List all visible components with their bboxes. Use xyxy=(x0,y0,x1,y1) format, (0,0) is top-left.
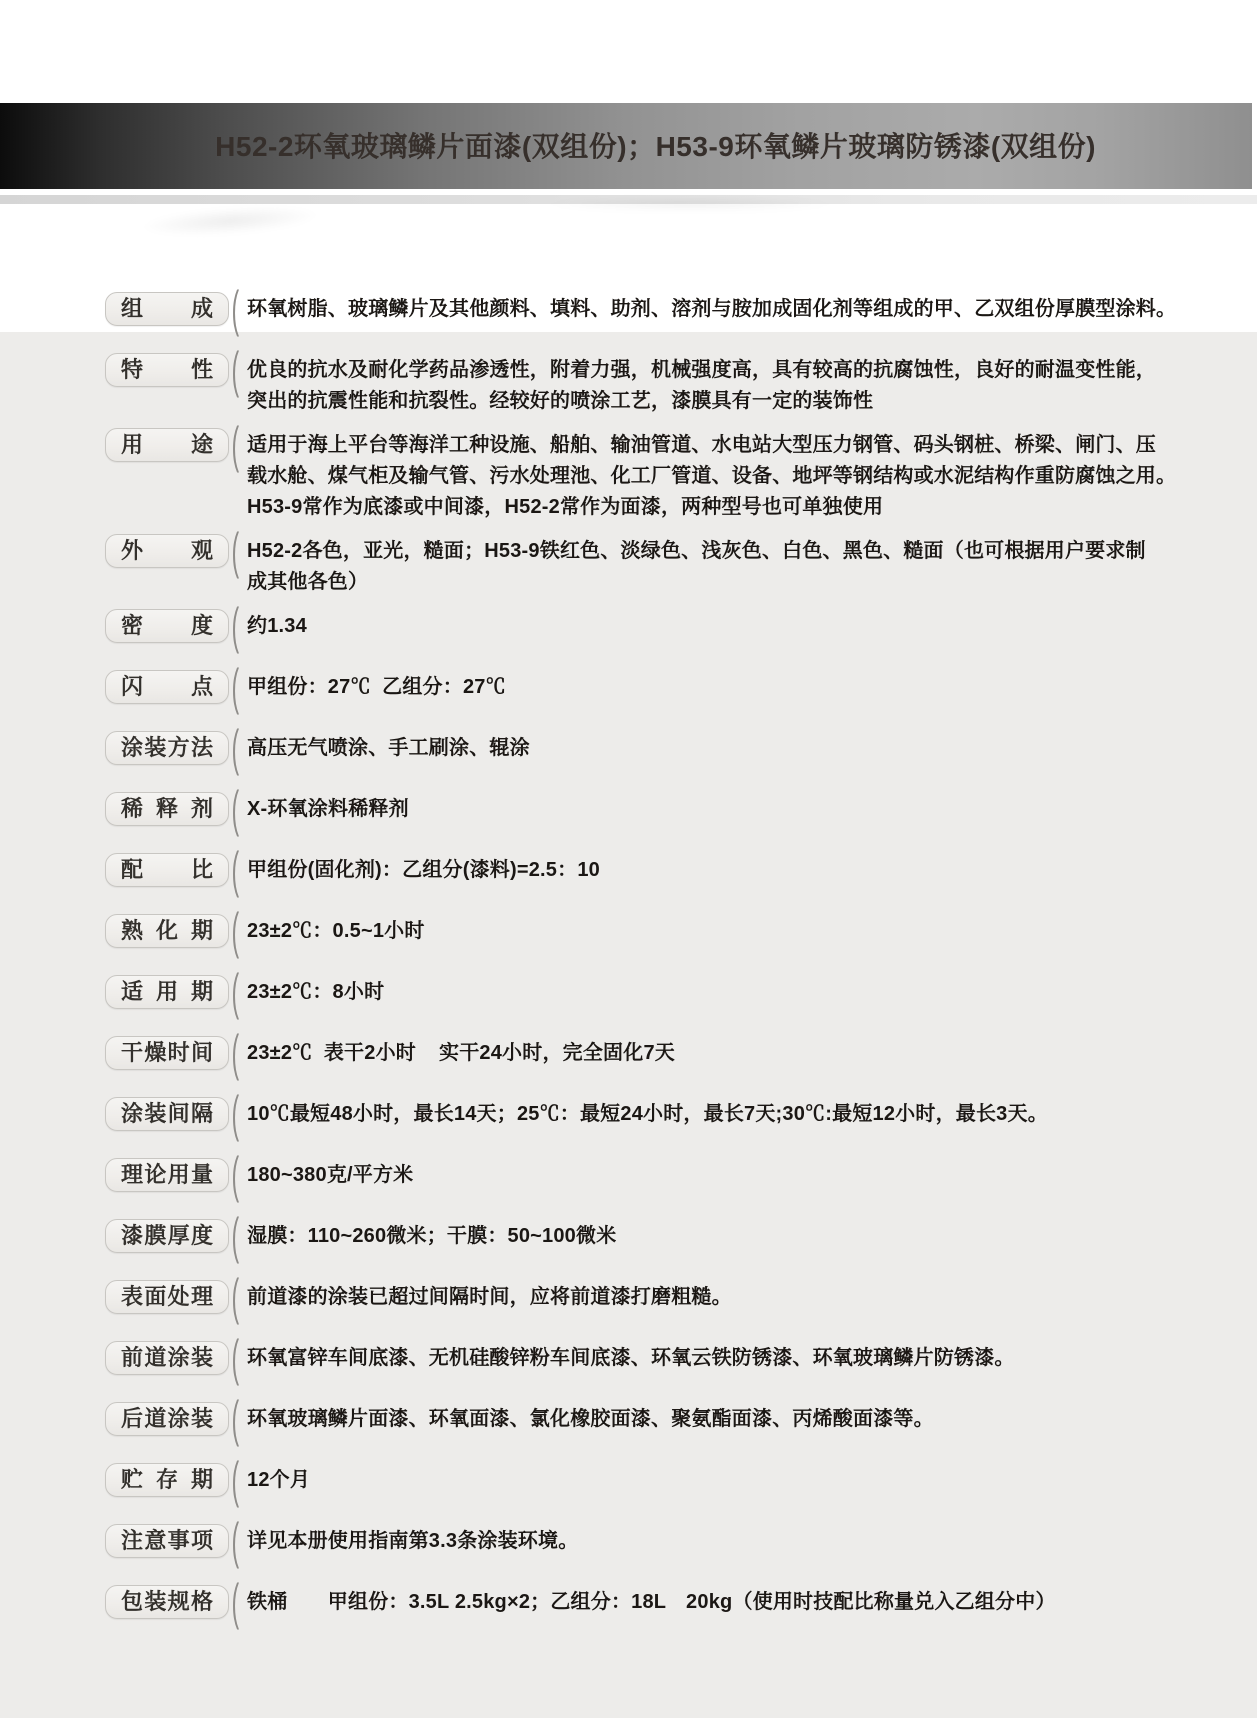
content-line: 详见本册使用指南第3.3条涂装环境。 xyxy=(247,1530,579,1552)
left-bracket-icon: ( xyxy=(231,1513,240,1569)
row-content-application-method xyxy=(247,731,1165,764)
left-bracket-icon: ( xyxy=(231,659,240,715)
spec-row-packaging xyxy=(105,1574,1165,1630)
spec-row-flash-point xyxy=(105,659,1165,715)
row-label-previous-coat: 前道涂装 xyxy=(105,1341,229,1375)
decorative-smudge xyxy=(540,196,840,212)
row-content-film-thickness xyxy=(247,1219,1165,1252)
spec-row-usage xyxy=(105,417,1177,523)
row-label-application-method: 涂装方法 xyxy=(105,731,229,765)
row-content-composition xyxy=(247,292,1176,325)
row-content-recoat-interval xyxy=(247,1097,1165,1130)
content-line: 10℃最短48小时，最长14天；25℃：最短24小时，最长7天;30℃:最短12小时，最长3天。 xyxy=(247,1103,1048,1125)
left-bracket-icon: ( xyxy=(231,964,240,1020)
content-line: 23±2℃：0.5~1小时 xyxy=(247,920,425,942)
row-label-subsequent-coat: 后道涂装 xyxy=(105,1402,229,1436)
left-bracket-icon: ( xyxy=(231,781,240,837)
content-line: H52-2各色，亚光，糙面；H53-9铁红色、淡绿色、浅灰色、白色、黑色、糙面（也可根据用户要求制 xyxy=(247,540,1146,562)
spec-row-density xyxy=(105,598,1165,654)
left-bracket-icon: ( xyxy=(231,417,240,473)
left-bracket-icon: ( xyxy=(231,523,240,579)
row-content-theoretical-consumption xyxy=(247,1158,1165,1191)
left-bracket-icon: ( xyxy=(231,1147,240,1203)
spec-row-drying-time xyxy=(105,1025,1165,1081)
content-line: 成其他各色） xyxy=(247,571,369,593)
row-label-appearance: 外观 xyxy=(105,534,229,568)
row-label-mixing-ratio: 配比 xyxy=(105,853,229,887)
content-line: 12个月 xyxy=(247,1469,311,1491)
spec-row-recoat-interval xyxy=(105,1086,1165,1142)
row-content-thinner xyxy=(247,792,1165,825)
content-line: X-环氧涂料稀释剂 xyxy=(247,798,409,820)
row-label-thinner: 稀释剂 xyxy=(105,792,229,826)
spec-row-characteristics xyxy=(105,342,1165,417)
content-line: H53-9常作为底漆或中间漆，H52-2常作为面漆，两种型号也可单独使用 xyxy=(247,496,884,518)
row-label-packaging: 包装规格 xyxy=(105,1585,229,1619)
row-content-surface-treatment xyxy=(247,1280,1165,1313)
content-line: 载水舱、煤气柜及输气管、污水处理池、化工厂管道、设备、地坪等钢结构或水泥结构作重防腐蚀之用。 xyxy=(247,465,1177,487)
row-label-surface-treatment: 表面处理 xyxy=(105,1280,229,1314)
page-title: H52-2环氧玻璃鳞片面漆(双组份)；H53-9环氧鳞片玻璃防锈漆(双组份) xyxy=(215,131,1096,162)
row-content-pot-life xyxy=(247,975,1165,1008)
content-line: 甲组份：27℃ 乙组分：27℃ xyxy=(247,676,506,698)
row-label-maturation-time: 熟化期 xyxy=(105,914,229,948)
spec-row-subsequent-coat xyxy=(105,1391,1165,1447)
row-content-appearance xyxy=(247,534,1165,598)
spec-row-mixing-ratio xyxy=(105,842,1165,898)
spec-row-theoretical-consumption xyxy=(105,1147,1165,1203)
spec-row-previous-coat xyxy=(105,1330,1165,1386)
row-content-precautions xyxy=(247,1524,1165,1557)
content-line: 环氧玻璃鳞片面漆、环氧面漆、氯化橡胶面漆、聚氨酯面漆、丙烯酸面漆等。 xyxy=(247,1408,934,1430)
spec-row-pot-life xyxy=(105,964,1165,1020)
spec-row-appearance xyxy=(105,523,1165,598)
row-label-density: 密度 xyxy=(105,609,229,643)
content-line: 前道漆的涂装已超过间隔时间，应将前道漆打磨粗糙。 xyxy=(247,1286,732,1308)
row-content-drying-time xyxy=(247,1036,1165,1069)
decorative-smudge xyxy=(139,202,320,240)
row-content-shelf-life xyxy=(247,1463,1165,1496)
left-bracket-icon: ( xyxy=(231,1391,240,1447)
left-bracket-icon: ( xyxy=(231,1574,240,1630)
row-label-shelf-life: 贮存期 xyxy=(105,1463,229,1497)
row-label-pot-life: 适用期 xyxy=(105,975,229,1009)
content-line: 湿膜：110~260微米；干膜：50~100微米 xyxy=(247,1225,617,1247)
left-bracket-icon: ( xyxy=(231,598,240,654)
row-label-theoretical-consumption: 理论用量 xyxy=(105,1158,229,1192)
left-bracket-icon: ( xyxy=(231,281,240,337)
row-label-characteristics: 特性 xyxy=(105,353,229,387)
content-line: 23±2℃：8小时 xyxy=(247,981,385,1003)
row-content-subsequent-coat xyxy=(247,1402,1165,1435)
left-bracket-icon: ( xyxy=(231,342,240,398)
row-label-flash-point: 闪点 xyxy=(105,670,229,704)
spec-row-shelf-life xyxy=(105,1452,1165,1508)
content-line: 优良的抗水及耐化学药品渗透性，附着力强，机械强度高，具有较高的抗腐蚀性，良好的耐温变性能， xyxy=(247,359,1156,381)
row-label-film-thickness: 漆膜厚度 xyxy=(105,1219,229,1253)
spec-row-surface-treatment xyxy=(105,1269,1165,1325)
content-line: 突出的抗震性能和抗裂性。经较好的喷涂工艺，漆膜具有一定的装饰性 xyxy=(247,390,874,412)
spec-row-maturation-time xyxy=(105,903,1165,959)
header-band xyxy=(0,103,1252,189)
row-label-precautions: 注意事项 xyxy=(105,1524,229,1558)
content-line: 高压无气喷涂、手工刷涂、辊涂 xyxy=(247,737,530,759)
content-line: 甲组份(固化剂)：乙组分(漆料)=2.5：10 xyxy=(247,859,600,881)
row-label-composition: 组成 xyxy=(105,292,229,326)
spec-row-thinner xyxy=(105,781,1165,837)
row-content-flash-point xyxy=(247,670,1165,703)
spec-row-composition xyxy=(105,281,1177,337)
content-line: 约1.34 xyxy=(247,615,307,637)
left-bracket-icon: ( xyxy=(231,1208,240,1264)
row-label-recoat-interval: 涂装间隔 xyxy=(105,1097,229,1131)
row-label-usage: 用途 xyxy=(105,428,229,462)
row-content-mixing-ratio xyxy=(247,853,1165,886)
spec-row-application-method xyxy=(105,720,1165,776)
spec-row-film-thickness xyxy=(105,1208,1165,1264)
spec-table xyxy=(105,281,1177,1646)
row-content-maturation-time xyxy=(247,914,1165,947)
row-content-previous-coat xyxy=(247,1341,1165,1374)
left-bracket-icon: ( xyxy=(231,903,240,959)
left-bracket-icon: ( xyxy=(231,1269,240,1325)
row-content-characteristics xyxy=(247,353,1165,417)
left-bracket-icon: ( xyxy=(231,1452,240,1508)
left-bracket-icon: ( xyxy=(231,720,240,776)
spec-row-precautions xyxy=(105,1513,1165,1569)
row-content-density xyxy=(247,609,1165,642)
left-bracket-icon: ( xyxy=(231,1086,240,1142)
row-content-packaging xyxy=(247,1585,1165,1618)
left-bracket-icon: ( xyxy=(231,1025,240,1081)
left-bracket-icon: ( xyxy=(231,1330,240,1386)
content-line: 环氧富锌车间底漆、无机硅酸锌粉车间底漆、环氧云铁防锈漆、环氧玻璃鳞片防锈漆。 xyxy=(247,1347,1015,1369)
content-line: 180~380克/平方米 xyxy=(247,1164,414,1186)
left-bracket-icon: ( xyxy=(231,842,240,898)
content-line: 23±2℃ 表干2小时 实干24小时，完全固化7天 xyxy=(247,1042,675,1064)
content-line: 环氧树脂、玻璃鳞片及其他颜料、填料、助剂、溶剂与胺加成固化剂等组成的甲、乙双组份厚膜型涂料。 xyxy=(247,298,1177,320)
content-line: 铁桶 甲组份：3.5L 2.5kg×2；乙组分：18L 20kg（使用时技配比称量兑入乙组分中） xyxy=(247,1591,1056,1613)
row-label-drying-time: 干燥时间 xyxy=(105,1036,229,1070)
content-line: 适用于海上平台等海洋工种设施、船舶、输油管道、水电站大型压力钢管、码头钢桩、桥梁、闸门、压 xyxy=(247,434,1156,456)
row-content-usage xyxy=(247,428,1176,523)
